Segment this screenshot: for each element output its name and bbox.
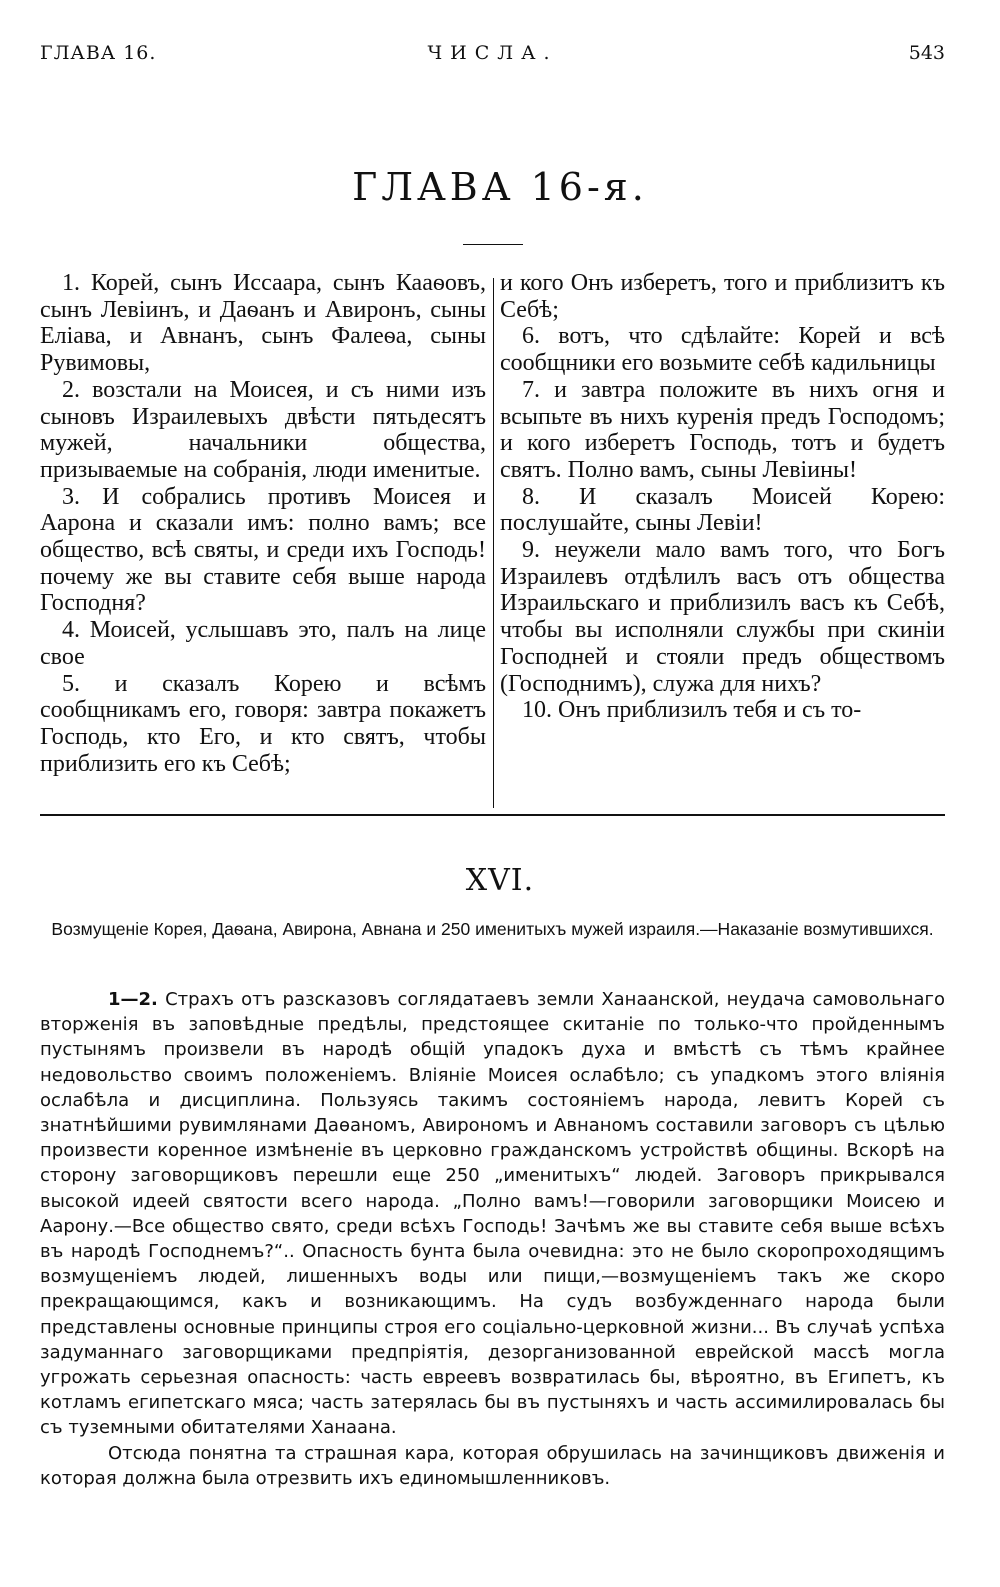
title-rule [463, 244, 523, 245]
page-number: 543 [908, 42, 945, 64]
header-chapter: ГЛАВА 16. [40, 42, 157, 64]
verse-2: 2. возстали на Моисея, и съ ними изъ сыновъ Израилевыхъ двѣсти пятьдесятъ мужей, начальники общества, призываемые на собранія, люди именитые. [40, 376, 486, 483]
running-header [40, 42, 945, 72]
left-column [40, 270, 486, 777]
commentary-paragraph-1 [40, 987, 945, 1441]
scripture-columns [40, 270, 945, 810]
commentary [40, 987, 945, 1491]
paragraph-text: Страхъ отъ разсказовъ соглядатаевъ земли Ханаанской, неудача самовольнаго вторженія въ заповѣдные предѣлы, предстоящее скитаніе по только-что пройденнымъ пустынямъ произвели въ народѣ общій упадокъ духа и вмѣстѣ съ тѣмъ крайнее недовольство своимъ положеніемъ. Вліяніе Моисея ослабѣло; съ упадкомъ этого вліянія ослабѣла и дисциплина. Пользуясь такимъ состояніемъ народа, левитъ Корей съ знатнѣйшими рувимлянами Даѳаномъ, Авирономъ и Авнаномъ составили заговоръ съ цѣлью произвести коренное измѣненіе въ церковно гражданскомъ устройствѣ общины. Вскорѣ на сторону заговорщиковъ перешли еще 250 „именитыхъ“ людей. Заговоръ прикрывался высокой идеей святости всего народа. „Полно вамъ!—говорили заговорщики Моисею и Аарону.—Все общество свято, среди всѣхъ Господь! Зачѣмъ же вы ставите себя выше всѣхъ въ народѣ Господнемъ?“.. Опасность бунта была очевидна: это не было скоропроходящимъ возмущеніемъ людей, лишенныхъ воды или пищи,—возмущеніемъ такъ же скоро прекращающимся, какъ и возникающимъ. На судъ возбужденнаго народа были представлены основные принципы строя его соціально-церковной жизни... Въ случаѣ успѣха задуманнаго заговорщиками предпріятія, дезорганизованной еврейской массѣ могла угрожать серьезная опасность: часть евреевъ возвратилась бы, вѣроятно, въ Египетъ, къ котламъ египетскаго мяса; часть затерялась бы въ пустыняхъ и часть ассимилировалась бы съ туземными обитателями Ханаана. [40, 989, 945, 1439]
verse-4: 4. Моисей, услышавъ это, палъ на лице свое [40, 617, 486, 670]
section-rule [40, 814, 945, 816]
section-heading: Возмущеніе Корея, Даѳана, Авирона, Авнана и 250 именитыхъ мужей израиля.—Наказаніе возмутившихся. [51, 919, 934, 939]
verse-6: 6. вотъ, что сдѣлайте: Корей и всѣ сообщники его возьмите себѣ кадильницы [500, 323, 945, 377]
commentary-paragraph-2: Отсюда понятна та страшная кара, которая обрушилась на зачинщиковъ движенія и которая должна была отрезвить ихъ единомышленниковъ. [40, 1442, 945, 1489]
chapter-title: ГЛАВА 16-я. [352, 165, 648, 209]
verse-5-continued: и кого Онъ изберетъ, того и приблизитъ къ Себѣ; [500, 270, 945, 323]
paragraph-number: 1—2. [108, 989, 158, 1010]
verse-1: 1. Корей, сынъ Иссаара, сынъ Кааѳовъ, сынъ Левіинъ, и Даѳанъ и Авиронъ, сыны Еліава, и Авнанъ, сынъ Фалеѳа, сыны Рувимовы, [40, 270, 486, 377]
right-column [500, 270, 945, 724]
verse-9: 9. неужели мало вамъ того, что Богъ Израилевъ отдѣлилъ васъ отъ общества Израильскаго и приблизилъ васъ къ Себѣ, чтобы вы исполняли службы при скиніи Господней и стояли предъ обществомъ (Господнимъ), служа для нихъ? [500, 537, 945, 697]
verse-10: 10. Онъ приблизилъ тебя и съ то- [522, 697, 862, 724]
verse-7: 7. и завтра положите въ нихъ огня и всыпьте въ нихъ куренія предъ Господомъ; и кого изберетъ Господь, тотъ и будетъ святъ. Полно вамъ, сыны Левіины! [500, 376, 945, 483]
verse-8: 8. И сказалъ Моисей Корею: послушайте, сыны Левіи! [500, 483, 945, 537]
verse-3: 3. И собрались противъ Моисея и Аарона и сказали имъ: полно вамъ; все общество, всѣ святы, и среди ихъ Господь! почему же вы ставите себя выше народа Господня? [40, 483, 486, 617]
header-book-title: ЧИСЛА. [427, 42, 558, 64]
column-divider [493, 278, 494, 808]
section-number: XVI. [465, 863, 535, 898]
verse-5: 5. и сказалъ Корею и всѣмъ сообщникамъ его, говоря: завтра покажетъ Господь, кто Его, и кто святъ, чтобы приблизить его къ Себѣ; [40, 670, 486, 777]
